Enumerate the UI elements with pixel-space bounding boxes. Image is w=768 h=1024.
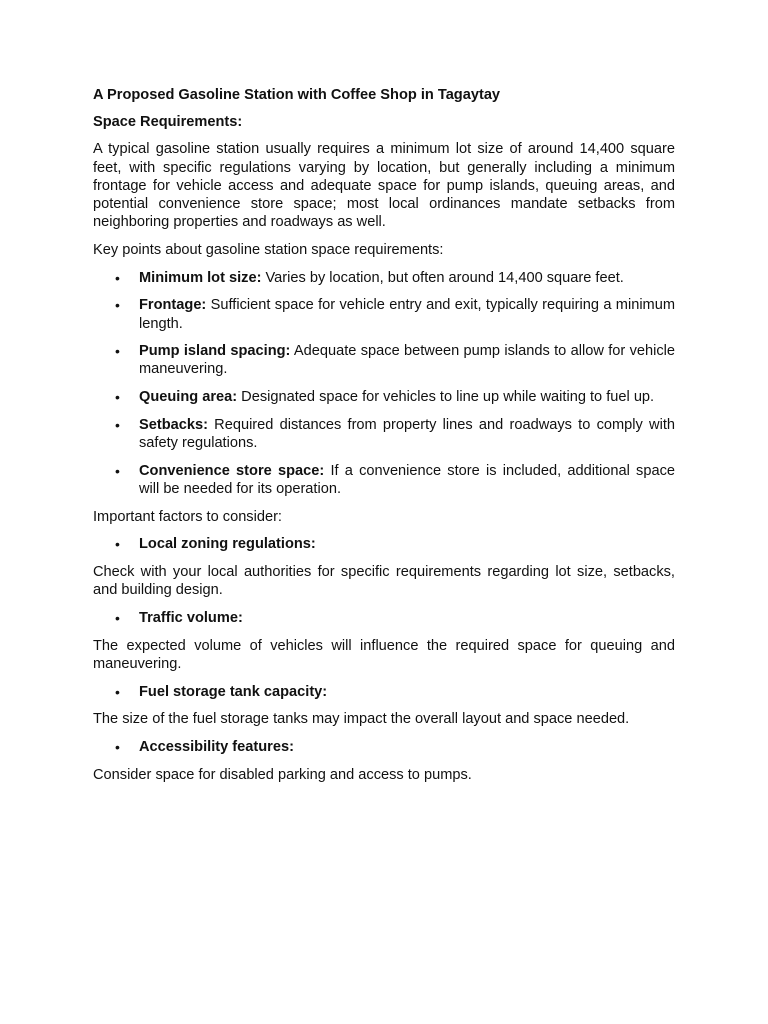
factors-intro: Important factors to consider: [93, 508, 282, 525]
item-text: Required distances from property lines and roadways to comply with safety regulations. [139, 416, 675, 452]
factor-term: Fuel storage tank capacity: [139, 683, 328, 700]
factor-term: Accessibility features: [139, 738, 294, 755]
item-text: Varies by location, but often around 14,400 square feet. [261, 269, 624, 286]
list-item [93, 535, 675, 553]
factor-term: Traffic volume: [139, 609, 243, 626]
item-text: Sufficient space for vehicle entry and exit, typically requiring a minimum length. [139, 297, 675, 332]
factor-list [93, 609, 675, 627]
item-text: If a convenience store is included, additional space will be needed for its operation. [139, 462, 676, 497]
item-term: Setbacks: [139, 416, 208, 433]
factor-description: The size of the fuel storage tanks may impact the overall layout and space needed. [93, 711, 630, 728]
bullet-icon: • [115, 462, 120, 479]
list-item [93, 416, 675, 452]
factor-description: Check with your local authorities for specific requirements regarding lot size, setbacks, and building design. [93, 564, 675, 599]
intro-paragraph: A typical gasoline station usually requires a minimum lot size of around 14,400 square feet, with specific regulations varying by location, but generally including a minimum frontage for vehicle access and adequate space for pump islands, queuing areas, and potential convenience store space; most local ordinances mandate setbacks from neighboring properties and roadways as well. [93, 141, 675, 231]
factor-list [93, 738, 675, 756]
factor-list [93, 535, 675, 553]
bullet-icon: • [115, 683, 120, 700]
item-term: Frontage: [139, 297, 207, 314]
list-item [93, 609, 675, 627]
list-item [93, 269, 675, 287]
factor-description: Consider space for disabled parking and access to pumps. [93, 766, 472, 783]
document-page [93, 86, 675, 793]
factor-term: Local zoning regulations: [139, 536, 316, 553]
list-item [93, 683, 675, 701]
bullet-icon: • [115, 297, 120, 314]
key-points-list [93, 269, 675, 499]
document-title: A Proposed Gasoline Station with Coffee Shop in Tagaytay [93, 87, 501, 103]
bullet-icon: • [115, 269, 120, 286]
list-item [93, 738, 675, 756]
item-text: Designated space for vehicles to line up while waiting to fuel up. [237, 389, 655, 406]
bullet-icon: • [115, 536, 120, 553]
section-heading: Space Requirements: [93, 114, 243, 131]
factor-list [93, 683, 675, 701]
factor-description: The expected volume of vehicles will influence the required space for queuing and maneuvering. [93, 637, 675, 672]
list-item [93, 462, 675, 498]
item-term: Convenience store space: [139, 462, 325, 479]
item-term: Pump island spacing: [139, 343, 291, 360]
item-term: Queuing area: [139, 389, 238, 406]
bullet-icon: • [115, 343, 120, 360]
list-item [93, 388, 675, 406]
bullet-icon: • [115, 416, 120, 433]
bullet-icon: • [115, 738, 120, 755]
item-term: Minimum lot size: [139, 269, 262, 286]
list-item [93, 296, 675, 332]
key-points-intro: Key points about gasoline station space requirements: [93, 241, 444, 258]
item-text: Adequate space between pump islands to allow for vehicle maneuvering. [139, 343, 676, 378]
list-item [93, 342, 675, 378]
bullet-icon: • [115, 609, 120, 626]
bullet-icon: • [115, 389, 120, 406]
